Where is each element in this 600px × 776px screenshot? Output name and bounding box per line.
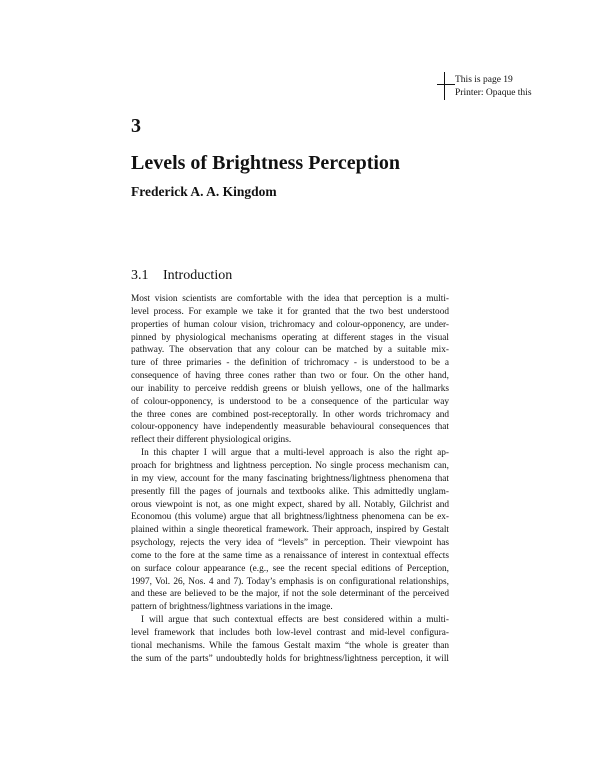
body-line: the three cones are combined post-receptorally. In other words trichromacy and [131, 409, 449, 420]
body-line: level framework that includes both low-level contrast and mid-level configura- [131, 627, 449, 638]
body-line: I will argue that such contextual effects are best considered within a multi- [141, 615, 449, 626]
body-line: level process. For example we take it for granted that the two best understood [131, 306, 449, 317]
body-line: on surface colour appearance (e.g., see the recent special editions of Perception, [131, 563, 449, 574]
body-line: colour-opponency have independently measurable behavioural consequences that [131, 422, 449, 433]
body-line: properties of human colour vision, trichromacy and colour-opponency, are under- [131, 319, 449, 330]
body-line: come to the fore at the same time as a renaissance of interest in contextual effects [131, 550, 449, 561]
body-line: the sum of the parts” undoubtedly holds for brightness/lightness perception, it will [131, 653, 449, 664]
section-number: 3.1 [131, 268, 149, 283]
crop-mark-horizontal-line [437, 84, 455, 85]
crop-mark-vertical-line [444, 72, 445, 100]
body-line: plained within a single theoretical framework. Their approach, inspired by Gestalt [131, 525, 449, 536]
body-line: tional mechanisms. While the famous Gestalt maxim “the whole is greater than [131, 640, 449, 651]
section-heading [131, 268, 232, 284]
body-line: orous viewpoint is not, as one might expect, shared by all. Notably, Gilchrist and [131, 499, 449, 510]
printer-header [455, 74, 532, 100]
section-title: Introduction [163, 268, 233, 283]
body-line: pathway. The observation that any colour can be matched by a suitable mix- [131, 345, 449, 356]
chapter-author: Frederick A. A. Kingdom [131, 184, 277, 199]
body-line: our inability to perceive reddish greens or bluish yellows, one of the hallmarks [131, 383, 449, 394]
chapter-title: Levels of Brightness Perception [131, 152, 401, 174]
printer-crop-mark [437, 72, 455, 100]
body-line: consequence of having three cones rather than two or four. On the other hand, [131, 371, 449, 382]
body-line: pinned by physiological mechanisms operating at different stages in the visual [131, 332, 449, 343]
body-line: 1997, Vol. 26, Nos. 4 and 7). Today’s emphasis is on configurational relationships, [131, 576, 449, 587]
body-line: In this chapter I will argue that a multi-level approach is also the right ap- [141, 448, 449, 459]
chapter-number: 3 [131, 115, 141, 137]
body-line: psychology, rejects the very idea of “levels” in perception. Their viewpoint has [131, 538, 449, 549]
body-line: ture of three primaries - the definition of trichromacy - is understood to be a [131, 358, 449, 369]
body-line: and these are believed to be the major, if not the sole determinant of the perceived [131, 589, 449, 600]
body-line: proach for brightness and lightness perception. No single process mechanism can, [131, 460, 449, 471]
body-line: pattern of brightness/lightness variations in the image. [131, 602, 333, 613]
body-line: presently fill the pages of journals and textbooks alike. This admittedly unglam- [131, 486, 449, 497]
body-line: Most vision scientists are comfortable with the idea that perception is a multi- [131, 294, 449, 304]
body-line: reflect their different physiological origins. [131, 435, 292, 446]
body-line: of colour-opponency, is understood to be a consequence of the particular way [131, 396, 449, 407]
page-label: This is page 19 [455, 75, 513, 85]
body-line: Economou (this volume) argue that all brightness/lightness phenomena can be ex- [131, 512, 449, 523]
printer-label: Printer: Opaque this [455, 88, 532, 98]
body-line: in my view, account for the many fascinating brightness/lightness phenomena that [131, 473, 449, 484]
body-text [131, 293, 449, 665]
